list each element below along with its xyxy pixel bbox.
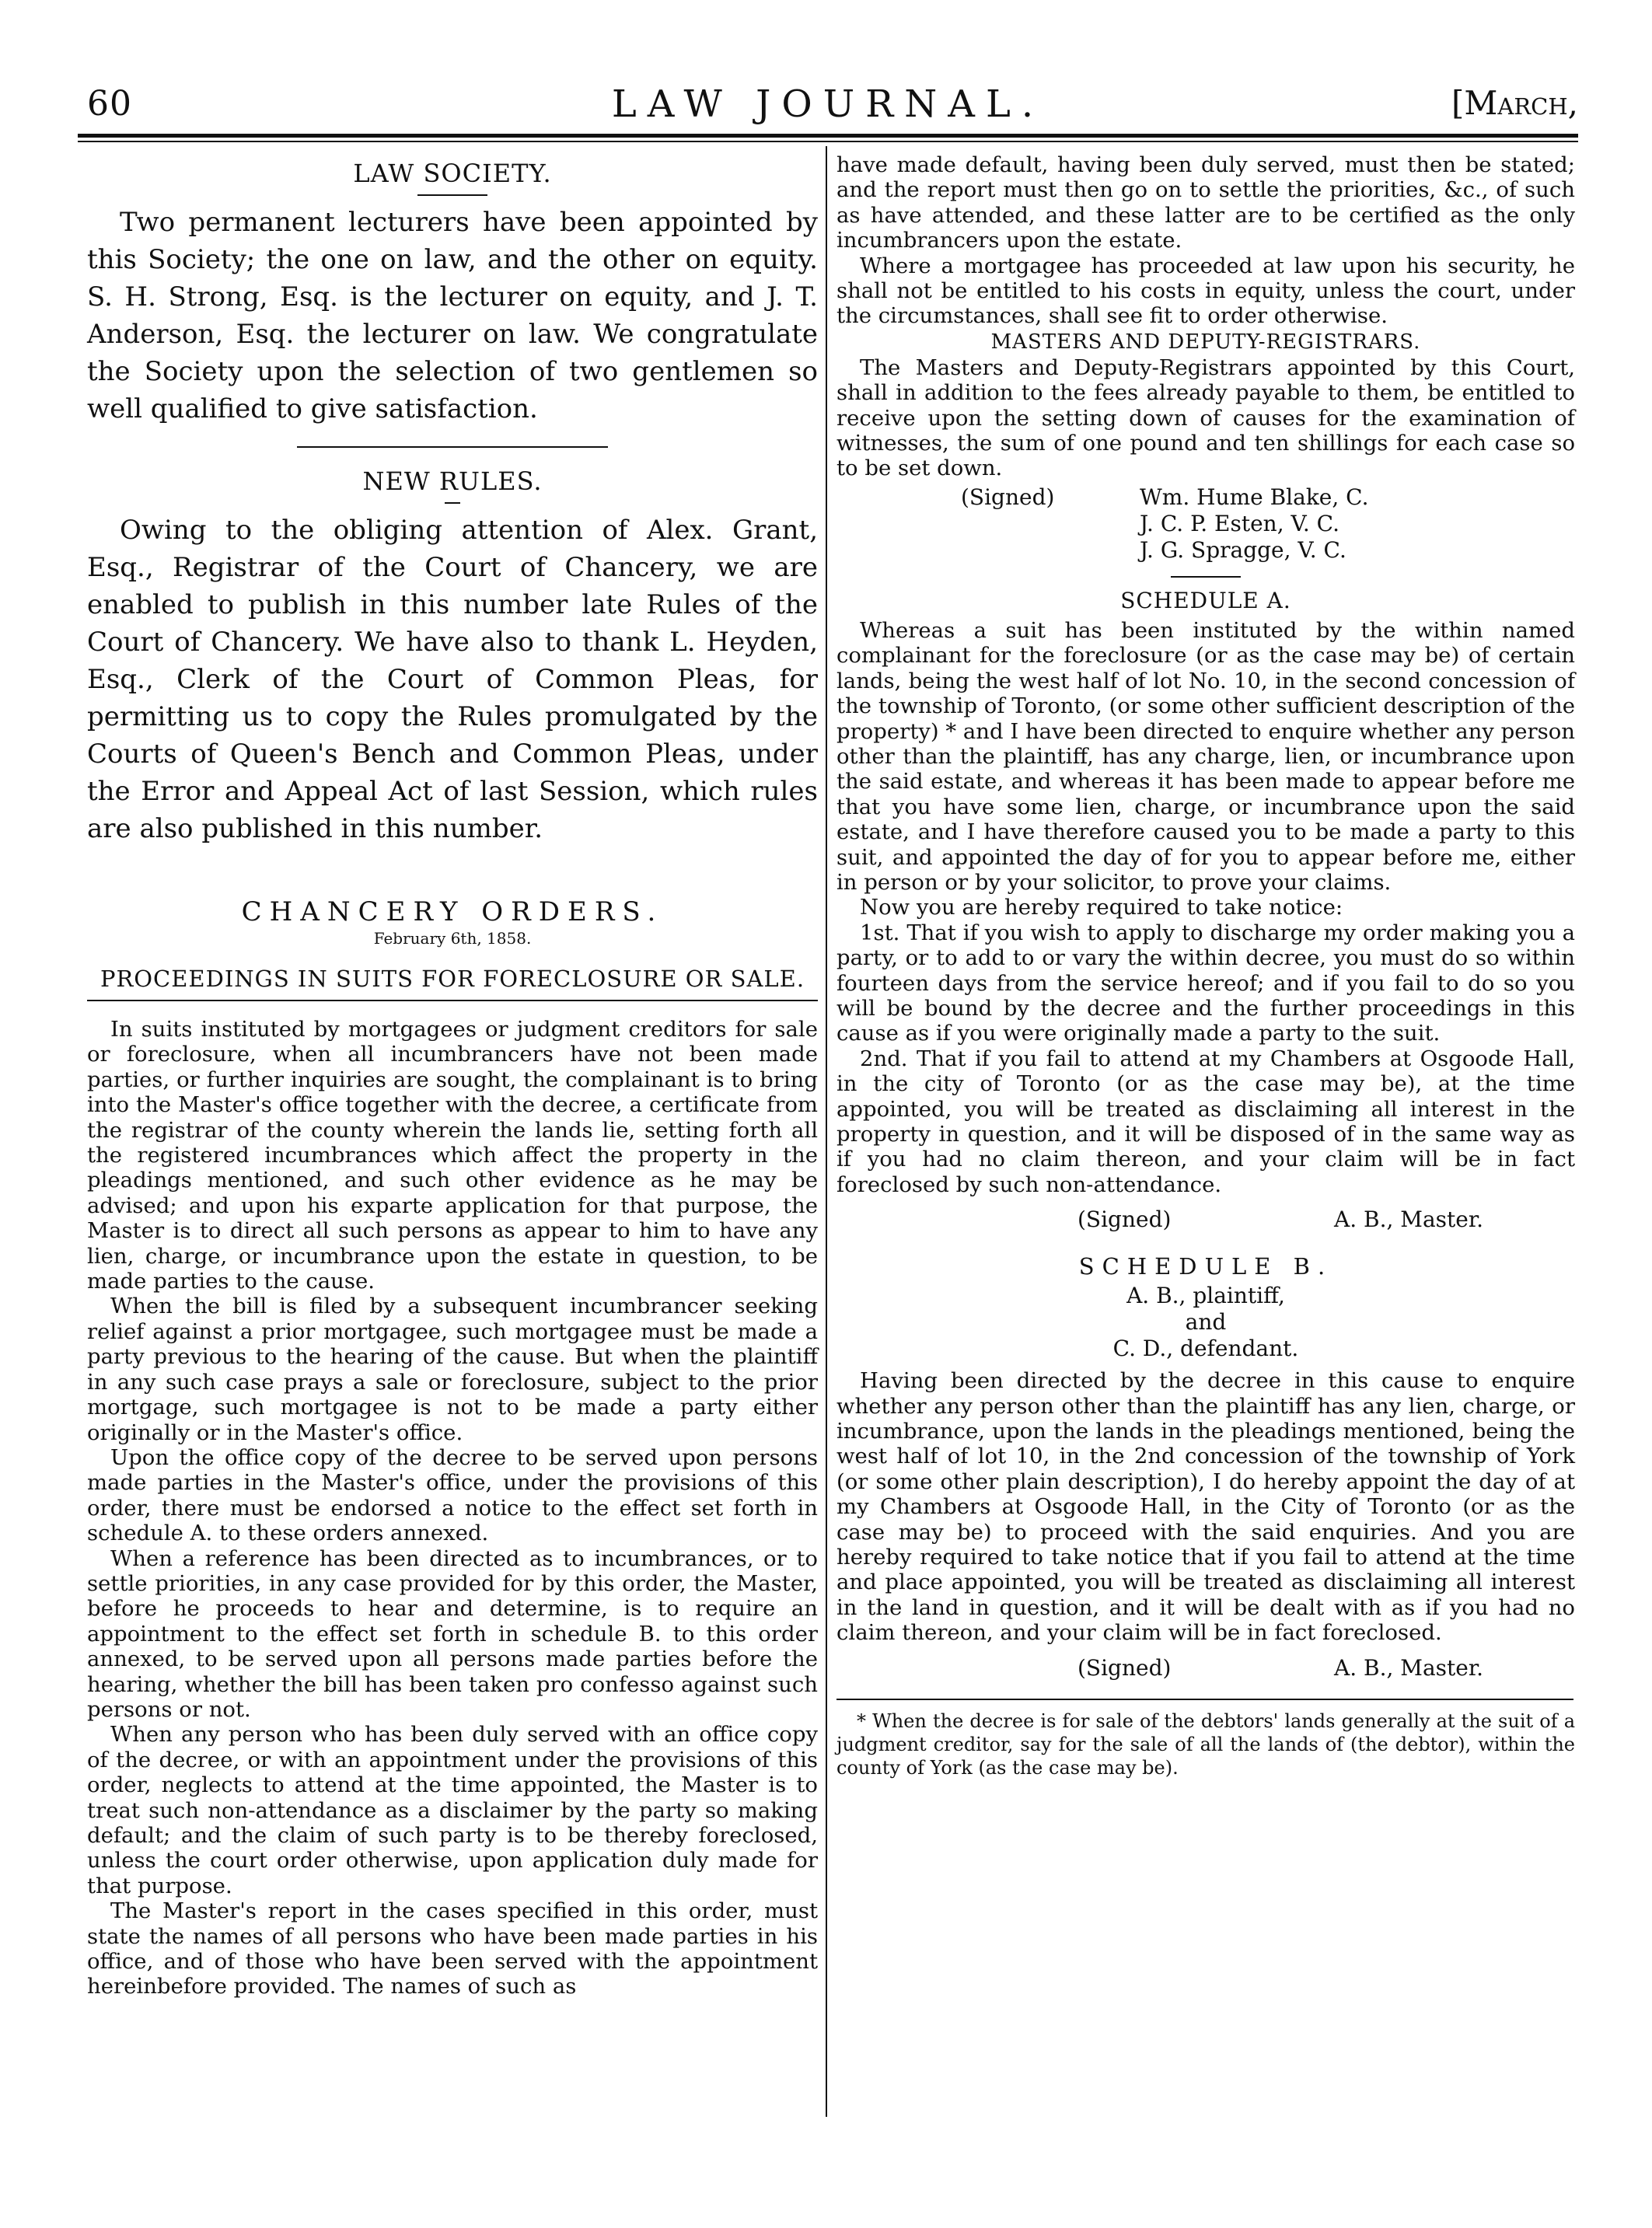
chancery-orders-date: February 6th, 1858. <box>373 929 532 948</box>
case-conjunction: and <box>1185 1309 1227 1336</box>
schedule-a-article <box>836 618 1575 1197</box>
column-divider <box>826 146 827 2117</box>
case-party: C. D., defendant. <box>1112 1336 1299 1362</box>
schedule-b-signature <box>836 1655 1575 1681</box>
new-rules-article <box>87 512 818 847</box>
page-number: 60 <box>87 84 132 124</box>
heading-rule <box>417 194 487 196</box>
footnote <box>836 1709 1575 1779</box>
orders-continuation <box>836 152 1575 329</box>
schedule-b-paragraph: Having been directed by the decree in this cause to enquire whether any person other than the plaintiff has any lien, charge, or incumbrance, upon the lands in the pleadings mentioned, being the west half of lot 10, in the 2nd concession of the township of York (or some other plain description), I do hereby appoint the day of at my Chambers at Osgoode Hall, in the City of Toronto (or as the case may be) to proceed with the said enquiries. And you are hereby required to take notice that if you fail to attend at the time and place appointed, you will be treated as disclaiming all interest in the land in question, and it will be dealt with as if you had no claim thereon, and your claim will be in fact foreclosed. <box>836 1368 1575 1646</box>
master-signature: A. B., Master. <box>1334 1654 1484 1681</box>
heading-rule <box>445 502 460 504</box>
master-signature: A. B., Master. <box>1334 1207 1484 1233</box>
section-rule <box>297 446 608 448</box>
continuation-paragraph: have made default, having been duly served, must then be stated; and the report must then go on to settle the priorities, &c., of such as have attended, and these latter are to be certified as the only incumbrancers upon the estate. <box>836 152 1575 253</box>
page-header <box>78 78 1578 134</box>
law-society-article <box>87 204 818 428</box>
footnote-text: * When the decree is for sale of the debtors' lands generally at the suit of a judgment creditor, say for the sale of all the lands of (the debtor), within the county of York (as the case may be). <box>836 1709 1575 1779</box>
schedule-b-heading: SCHEDULE B. <box>1078 1253 1333 1280</box>
signatory: J. C. P. Esten, V. C. <box>1140 510 1339 536</box>
new-rules-heading: NEW RULES. <box>362 466 543 496</box>
header-rule-thin <box>78 141 1578 142</box>
signed-label: (Signed) <box>1077 1207 1172 1233</box>
new-rules-body: Owing to the obliging attention of Alex. Grant, Esq., Registrar of the Court of Chancery, we are enabled to publish in this number late Rules of the Court of Chancery. We have also to thank L. Heyden, Esq., Clerk of the Court of Common Pleas, for permitting us to copy the Rules promulgated by the Courts of Queen's Bench and Common Pleas, under the Error and Appeal Act of last Session, which rules are also published in this number. <box>87 515 818 844</box>
order-paragraph: When a reference has been directed as to incumbrances, or to settle priorities, in any case provided for by this order, the Master, before he proceeds to hear and determine, is to require an appointment to the effect set forth in schedule B. to this order annexed, to be served upon all persons made parties before the hearing, whether the bill has been taken pro confesso against such persons or not. <box>87 1545 818 1722</box>
mortgagee-paragraph: Where a mortgagee has proceeded at law upon his security, he shall not be entitled to his costs in equity, unless the court, under the circumstances, shall see fit to order otherwise. <box>836 253 1575 329</box>
masters-article <box>836 355 1575 481</box>
signatory: J. G. Spragge, V. C. <box>1140 536 1346 563</box>
section-rule <box>1171 576 1241 578</box>
header-rule-thick <box>78 134 1578 138</box>
masters-heading: MASTERS AND DEPUTY-REGISTRARS. <box>990 330 1421 354</box>
signed-label: (Signed) <box>1077 1654 1172 1681</box>
masters-paragraph: The Masters and Deputy-Registrars appointed by this Court, shall in addition to the fees already payable to them, be entitled to receive upon the setting down of causes for the examination of witnesses, the sum of one pound and ten shillings for each case so to be set down. <box>836 354 1575 481</box>
order-paragraph: When any person who has been duly served with an office copy of the decree, or with an appointment under the provisions of this order, neglects to attend at the time appointed, the Master is to treat such non-attendance as a disclaimer by the party so making default; and the claim of such party is to be thereby foreclosed, unless the court order otherwise, upon application duly made for that purpose. <box>87 1722 818 1898</box>
order-paragraph: When the bill is filed by a subsequent incumbrancer seeking relief against a prior mortgagee, such mortgagee must be made a party previous to the hearing of the cause. But when the plaintiff in any such case prays a sale or foreclosure, subject to the prior mortgage, such mortgagee is not to be made a party either originally or in the Master's office. <box>87 1294 818 1445</box>
proceedings-subheading: PROCEEDINGS IN SUITS FOR FORECLOSURE OR SALE. <box>100 966 805 992</box>
case-party: A. B., plaintiff, <box>1126 1283 1285 1309</box>
left-column <box>87 152 818 1999</box>
schedule-a-paragraph: 2nd. That if you fail to attend at my Chambers at Osgoode Hall, in the city of Toronto (or as the case may be), at the time appointed, you will be treated as disclaiming all interest in the property in question, and it will be disposed of in the same way as if you had no claim thereon, and your claim will be in fact foreclosed by such non-attendance. <box>836 1046 1575 1197</box>
law-society-body: Two permanent lecturers have been appointed by this Society; the one on law, and the other on equity. S. H. Strong, Esq. is the lecturer on equity, and J. T. Anderson, Esq. the lecturer on law. We congratulate the Society upon the selection of two gentlemen so well qualified to give satisfaction. <box>87 207 818 424</box>
schedule-a-signature <box>836 1207 1575 1233</box>
footnote-rule <box>836 1699 1573 1700</box>
law-society-heading: LAW SOCIETY. <box>353 159 552 188</box>
subheading-rule <box>87 1000 818 1001</box>
signed-label: (Signed) <box>961 484 1055 510</box>
issue-month: [March, <box>1451 84 1578 122</box>
order-paragraph: The Master's report in the cases specified in this order, must state the names of all persons who have been made parties in his office, and of those who have been served with the appointment hereinbefore provided. The names of such as <box>87 1898 818 1999</box>
journal-title: LAW JOURNAL. <box>611 82 1045 126</box>
schedule-a-heading: SCHEDULE A. <box>1120 587 1291 613</box>
schedule-a-paragraph: Whereas a suit has been instituted by the within named complainant for the foreclosure (or as the case may be) of certain lands, being the west half of lot No. 10, in the second concession of the township of Toronto, (or some other sufficient description of the property) * and I have been directed to enquire whether any person other than the plaintiff, has any charge, lien, or incumbrance upon the said estate, and whereas it has been made to appear before me that you have some lien, charge, or incumbrance upon the said estate, and I have therefore caused you to be made a party to this suit, and appointed the day of for you to appear before me, either in person or by your solicitor, to prove your claims. <box>836 617 1575 895</box>
schedule-a-paragraph: Now you are hereby required to take notice: <box>860 895 1343 920</box>
signatory: Wm. Hume Blake, C. <box>1140 484 1369 510</box>
judges-signature-block <box>836 484 1575 570</box>
chancery-orders-article <box>87 1017 818 1999</box>
schedule-b-article <box>836 1368 1575 1645</box>
order-paragraph: In suits instituted by mortgagees or judgment creditors for sale or foreclosure, when all incumbrancers have not been made parties, or further inquiries are sought, the complainant is to bring into the Master's office together with the decree, a certificate from the registrar of the county wherein the lands lie, setting forth all the registered incumbrances which affect the property in the pleadings mentioned, and such other evidence as he may be advised; and upon his exparte application for that purpose, the Master is to direct all such persons as appear to him to have any lien, charge, or incumbrance upon the estate in question, to be made parties to the cause. <box>87 1017 818 1294</box>
chancery-orders-heading: CHANCERY ORDERS. <box>241 896 664 927</box>
schedule-a-paragraph: 1st. That if you wish to apply to discharge my order making you a party, or to add to or vary the within decree, you must do so within fourteen days from the service hereof; and if you fail to do so you will be bound by the decree and the further proceedings in this cause as if you were originally made a party to the suit. <box>836 920 1575 1046</box>
order-paragraph: Upon the office copy of the decree to be served upon persons made parties in the Master's office, under the provisions of this order, there must be endorsed a notice to the effect set forth in schedule A. to these orders annexed. <box>87 1444 818 1546</box>
right-column <box>836 152 1575 1779</box>
